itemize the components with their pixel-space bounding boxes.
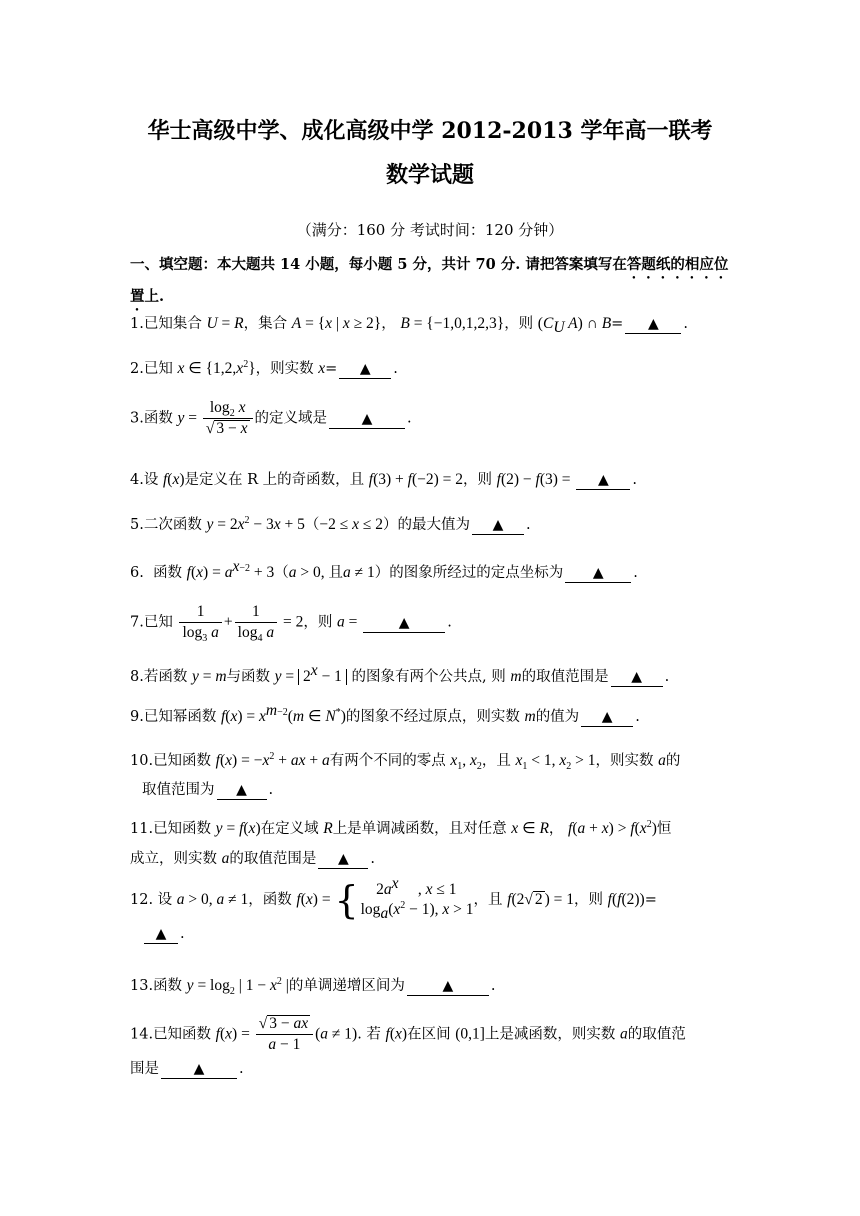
question-text: . bbox=[268, 782, 274, 798]
question-text: . bbox=[635, 709, 640, 725]
blank-triangle-icon: ▲ bbox=[647, 316, 659, 332]
section-heading-emphasis: 答题纸的相应位置 bbox=[130, 256, 729, 305]
question-text: 且 bbox=[328, 565, 343, 581]
blank-triangle-icon: ▲ bbox=[337, 851, 349, 867]
question-text: . bbox=[393, 361, 398, 377]
question-text: 二次函数 bbox=[143, 517, 202, 533]
question-text: . bbox=[632, 472, 638, 488]
exam-subtitle: 数学试题 bbox=[385, 162, 474, 188]
question-text: = bbox=[611, 316, 624, 332]
question-text: ，则实数 bbox=[255, 361, 314, 377]
question-5: 5.二次函数 $y = 2x^2 - 3x + 5(-2 \le x \le 2)$的最大值为 ▲ . bbox=[130, 515, 531, 533]
question-text: 是定义在 R 上的奇函数，且 bbox=[184, 472, 365, 488]
question-text: ， bbox=[381, 316, 396, 332]
question-text: . bbox=[490, 978, 496, 994]
question-number: 9. bbox=[130, 709, 144, 725]
blank-triangle-icon: ▲ bbox=[601, 709, 613, 725]
question-number: 5. bbox=[130, 517, 144, 533]
question-text: 的 bbox=[665, 753, 681, 769]
fraction: $\frac{1}{\log_4 a}$ bbox=[235, 602, 277, 643]
answer-blank bbox=[318, 850, 368, 869]
answer-blank bbox=[565, 564, 631, 583]
blank-triangle-icon: ▲ bbox=[492, 517, 504, 533]
blank-triangle-icon: ▲ bbox=[442, 978, 454, 994]
answer-blank bbox=[611, 668, 663, 687]
question-text: ，则 bbox=[463, 472, 493, 488]
question-number: 14. bbox=[130, 1026, 154, 1043]
question-text: 上是单调减函数，且对任意 bbox=[332, 821, 507, 837]
question-text: ，则实数 bbox=[595, 753, 654, 769]
answer-blank bbox=[581, 708, 633, 727]
question-text: = bbox=[644, 892, 657, 908]
question-1: 1.已知集合 U = R，集合 A = {x | x ≥ 2}， B = {−1,0,1,2,3}，则 ($C_U$ A) ∩ B= ▲ . bbox=[130, 315, 688, 336]
question-number: 7. bbox=[130, 614, 144, 631]
question-text: . bbox=[239, 1061, 244, 1077]
question-text: 的单调递增区间为 bbox=[288, 978, 405, 994]
question-10: 10.已知函数 $f(x) = -x^2$ + ax + a有两个不同的零点 $x_1$, $x_2$，且 $x_1 < 1$, $x_2 > 1$，则实数 a的 取值范围为 ▲ . bbox=[130, 751, 681, 798]
question-text: 的图象有两个公共点, 则 bbox=[351, 669, 506, 685]
question-number: 11. bbox=[130, 821, 154, 837]
question-text: ，且 bbox=[473, 892, 503, 908]
answer-blank bbox=[363, 614, 445, 633]
answer-blank bbox=[576, 471, 630, 490]
question-number: 1. bbox=[130, 316, 144, 332]
question-text: 已知集合 bbox=[143, 316, 202, 332]
question-text: 恒 bbox=[656, 821, 672, 837]
question-text: 若函数 bbox=[143, 669, 188, 685]
answer-blank bbox=[407, 977, 489, 996]
blank-triangle-icon: ▲ bbox=[598, 472, 609, 488]
question-text: 已知函数 bbox=[153, 821, 212, 837]
question-text: ，且 bbox=[481, 753, 511, 769]
piecewise-cases: $2a^x$ , x ≤ 1 $\log_a(x^2 - 1)$, x > 1 bbox=[360, 875, 474, 922]
question-9: 9.已知幂函数 $f(x) = x^{m-2}(m$ ∈ N*)的图象不经过原点，则实数 m的值为 ▲ . bbox=[130, 702, 640, 725]
question-number: 12. bbox=[130, 892, 154, 908]
question-text: ，集合 bbox=[243, 316, 288, 332]
answer-blank bbox=[144, 925, 178, 944]
question-text: . bbox=[664, 669, 670, 685]
question-text: . 若 bbox=[357, 1026, 381, 1043]
question-text: . bbox=[370, 851, 375, 867]
section-heading-end: 上. bbox=[144, 288, 165, 305]
answer-blank bbox=[217, 781, 267, 800]
blank-triangle-icon: ▲ bbox=[155, 926, 167, 942]
question-text: . bbox=[633, 565, 638, 581]
question-text: ，则 bbox=[303, 614, 333, 631]
question-text: 的值为 bbox=[535, 709, 580, 725]
blank-triangle-icon: ▲ bbox=[398, 614, 410, 631]
question-12: 12. 设 a > 0, a ≠ 1，函数 f(x) = { $2a^x$ , x ≤ 1 $\log_a(x^2 - 1)$, x > 1 ，且 f(2√ 2 ) = 1，则 f(f(2))= ▲ . bbox=[130, 875, 657, 942]
question-text: ）的图象所经过的定点坐标为 bbox=[374, 565, 564, 581]
blank-triangle-icon: ▲ bbox=[236, 782, 247, 798]
exam-title: 华士高级中学、成化高级中学 2012-2013 学年高一联考 bbox=[147, 118, 713, 144]
question-text: ，函数 bbox=[248, 892, 292, 908]
blank-triangle-icon: ▲ bbox=[361, 410, 373, 427]
question-text: ）的最大值为 bbox=[383, 517, 471, 533]
section-heading bbox=[130, 250, 740, 314]
question-text: 函数 bbox=[153, 978, 183, 994]
blank-triangle-icon: ▲ bbox=[592, 565, 604, 581]
question-6: 6. 函数 $f(x) = a^{x-2} + 3(a > 0$, 且a ≠ 1）的图象所经过的定点坐标为 ▲ . bbox=[130, 558, 638, 581]
question-text: 已知 bbox=[143, 614, 173, 631]
section-heading-text: 一、填空题：本大题共 14 小题，每小题 5 分，共计 70 分. 请把答案填写在 bbox=[130, 256, 627, 273]
question-text: 已知幂函数 bbox=[143, 709, 217, 725]
question-text: 上是减函数，则实数 bbox=[484, 1026, 616, 1043]
question-4: 4.设 f(x)是定义在 R 上的奇函数，且 f(3) + f(−2) = 2，则 f(2) − f(3) = ▲ . bbox=[130, 471, 638, 488]
answer-blank bbox=[339, 360, 391, 379]
question-number: 2. bbox=[130, 361, 144, 377]
question-text: ，则 bbox=[504, 316, 534, 332]
question-text: . bbox=[180, 926, 185, 942]
blank-triangle-icon: ▲ bbox=[359, 361, 371, 377]
question-3: 3.函数 y = $\frac{\log_2 x}{√ 3 - x}$ 的定义域是 ▲ . bbox=[130, 399, 412, 437]
question-7: 7.已知 $\frac{1}{\log_3 a}$ + $\frac{1}{\log_4 a}$ = 2，则 a = ▲ . bbox=[130, 603, 452, 644]
question-text: ， bbox=[548, 821, 564, 837]
question-11: 11.已知函数 y = f(x)在定义域 R上是单调减函数，且对任意 x ∈ R， $f(a + x) > f(x^2)$恒 成立，则实数 a的取值范围是 ▲ . bbox=[130, 819, 672, 867]
question-number: 4. bbox=[130, 472, 144, 488]
answer-blank bbox=[472, 516, 524, 535]
question-text: 成立，则实数 bbox=[130, 851, 217, 867]
question-text: 围是 bbox=[130, 1061, 159, 1077]
question-number: 3. bbox=[130, 410, 144, 427]
question-13: 13.函数 $y = \log_2$ | $1 - x^2$ |的单调递增区间为 ▲ . bbox=[130, 976, 496, 997]
blank-triangle-icon: ▲ bbox=[631, 669, 642, 685]
question-text: 有两个不同的零点 bbox=[329, 753, 446, 769]
question-text: ，则 bbox=[574, 892, 604, 908]
question-number: 6. bbox=[130, 565, 144, 581]
blank-triangle-icon: ▲ bbox=[193, 1061, 205, 1077]
question-text: 的取值范围是 bbox=[229, 851, 317, 867]
fraction: $\frac{\log_2 x}{√ 3 - x}$ bbox=[203, 398, 253, 439]
question-text: = bbox=[325, 361, 338, 377]
answer-blank bbox=[329, 410, 405, 429]
question-text: 取值范围为 bbox=[142, 782, 215, 798]
question-text: 的图象不经过原点，则实数 bbox=[345, 709, 520, 725]
question-2: 2.已知 x ∈ $\{1,2,x^2\}$，则实数 x= ▲ . bbox=[130, 359, 398, 377]
question-text: 函数 bbox=[143, 410, 173, 427]
question-text: 的取值范 bbox=[627, 1026, 686, 1043]
question-text: （ bbox=[274, 565, 289, 581]
question-text: （ bbox=[304, 517, 320, 533]
question-text: 已知函数 bbox=[153, 753, 212, 769]
question-text: 的定义域是 bbox=[254, 410, 327, 427]
answer-blank bbox=[161, 1060, 237, 1079]
question-text: . bbox=[407, 410, 412, 427]
fraction: $\frac{√ 3 - ax}{a - 1}$ bbox=[256, 1014, 313, 1055]
question-text: . bbox=[683, 316, 688, 332]
question-text: 在定义域 bbox=[260, 821, 319, 837]
question-text: 设 bbox=[157, 892, 173, 908]
fraction: $\frac{1}{\log_3 a}$ bbox=[179, 602, 221, 643]
question-number: 13. bbox=[130, 978, 154, 994]
question-8: 8.若函数 y = m与函数 $y = 2^x - 1$ 的图象有两个公共点, 则 m的取值范围是 ▲ . bbox=[130, 662, 670, 685]
question-text: 设 bbox=[143, 472, 159, 488]
question-text: 已知函数 bbox=[153, 1026, 212, 1043]
question-14: 14.已知函数 f(x) = $\frac{√ 3 - ax}{a - 1}$ (a ≠ 1). 若 f(x)在区间 (0,1]上是减函数，则实数 a的取值范 围是 ▲ . bbox=[130, 1015, 686, 1077]
question-text: 的取值范围是 bbox=[521, 669, 609, 685]
question-text: 函数 bbox=[153, 565, 183, 581]
question-text: 已知 bbox=[143, 361, 173, 377]
question-text: . bbox=[526, 517, 531, 533]
answer-blank bbox=[625, 315, 681, 334]
question-number: 8. bbox=[130, 669, 144, 685]
question-text: 在区间 bbox=[407, 1026, 451, 1043]
question-text: 与函数 bbox=[226, 669, 271, 685]
question-text: . bbox=[447, 614, 452, 631]
question-number: 10. bbox=[130, 753, 154, 769]
exam-meta: （满分：160 分 考试时间：120 分钟） bbox=[296, 221, 564, 239]
